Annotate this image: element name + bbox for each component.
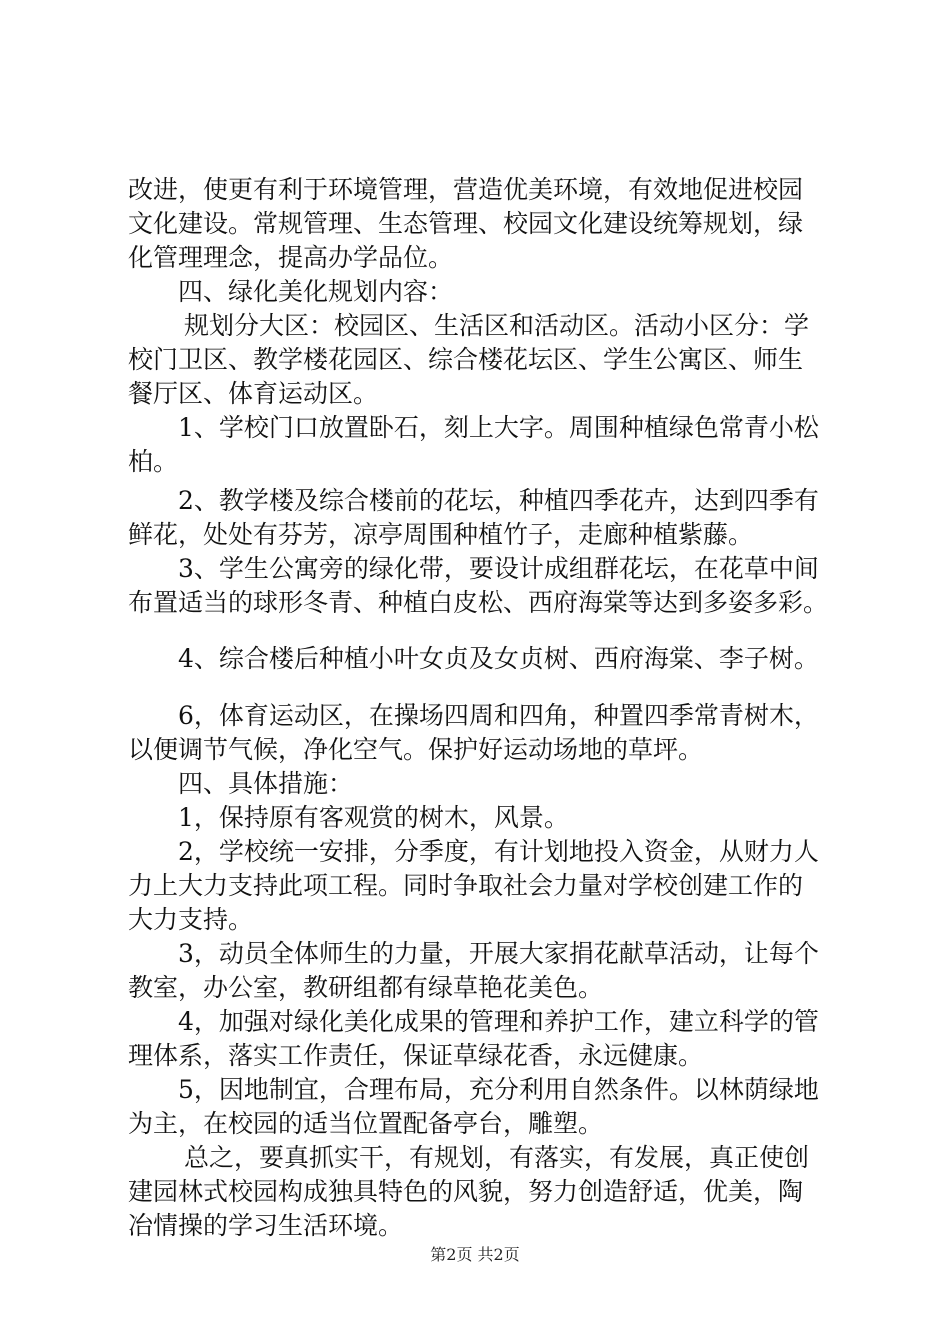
text-line: 以便调节气候，净化空气。保护好运动场地的草坪。 [128, 735, 704, 764]
section-heading: 四、绿化美化规划内容： [178, 277, 454, 306]
text-line: 文化建设。常规管理、生态管理、校园文化建设统筹规划，绿 [128, 209, 804, 238]
text-line: 4、综合楼后种植小叶女贞及女贞树、西府海棠、李子树。 [178, 644, 819, 673]
text-line: 4，加强对绿化美化成果的管理和养护工作，建立科学的管 [178, 1007, 819, 1036]
text-line: 3，动员全体师生的力量，开展大家捐花献草活动，让每个 [178, 939, 819, 968]
text-line: 6，体育运动区，在操场四周和四角，种置四季常青树木， [178, 701, 819, 730]
text-line: 1，保持原有客观赏的树木，风景。 [178, 803, 569, 832]
text-line: 2，学校统一安排，分季度，有计划地投入资金，从财力人 [178, 837, 819, 866]
text-line: 大力支持。 [128, 905, 254, 934]
section-heading: 四、具体措施： [178, 769, 354, 798]
text-line: 理体系，落实工作责任，保证草绿花香，永远健康。 [128, 1041, 704, 1070]
text-line: 餐厅区、体育运动区。 [128, 379, 379, 408]
text-line: 化管理理念，提高办学品位。 [128, 243, 454, 272]
text-line: 布置适当的球形冬青、种植白皮松、西府海棠等达到多姿多彩。 [128, 588, 829, 617]
text-line: 3、学生公寓旁的绿化带，要设计成组群花坛，在花草中间 [178, 554, 819, 583]
page-footer [0, 1244, 950, 1266]
text-line: 5，因地制宜，合理布局，充分利用自然条件。以林荫绿地 [178, 1075, 819, 1104]
text-line: 教室，办公室，教研组都有绿草艳花美色。 [128, 973, 604, 1002]
text-line: 1、学校门口放置卧石，刻上大字。周围种植绿色常青小松 [178, 413, 819, 442]
page-number: 第2页 共2页 [430, 1245, 520, 1264]
text-line: 鲜花，处处有芬芳，凉亭周围种植竹子，走廊种植紫藤。 [128, 520, 754, 549]
text-line: 总之，要真抓实干，有规划，有落实，有发展，真正使创 [184, 1143, 810, 1172]
text-line: 改进，使更有利于环境管理，营造优美环境，有效地促进校园 [128, 175, 804, 204]
text-line: 冶情操的学习生活环境。 [128, 1211, 404, 1240]
text-line: 为主，在校园的适当位置配备亭台，雕塑。 [128, 1109, 604, 1138]
text-line: 规划分大区：校园区、生活区和活动区。活动小区分：学 [184, 311, 810, 340]
text-line: 建园林式校园构成独具特色的风貌，努力创造舒适，优美，陶 [128, 1177, 804, 1206]
text-line: 校门卫区、教学楼花园区、综合楼花坛区、学生公寓区、师生 [128, 345, 804, 374]
text-line: 2、教学楼及综合楼前的花坛，种植四季花卉，达到四季有 [178, 486, 819, 515]
text-line: 柏。 [128, 447, 179, 476]
text-line: 力上大力支持此项工程。同时争取社会力量对学校创建工作的 [128, 871, 804, 900]
